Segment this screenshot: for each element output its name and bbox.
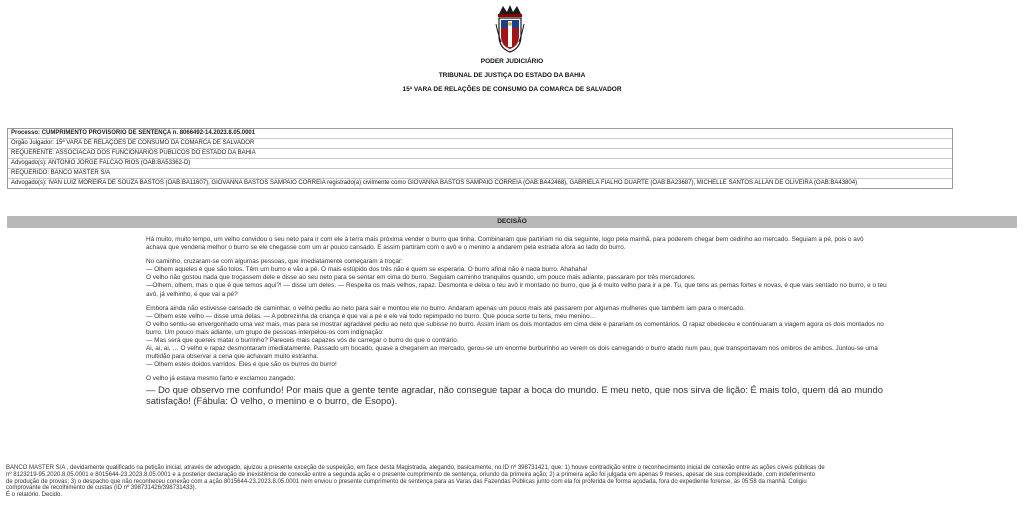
decision-section-title: DECISÃO [7, 216, 1017, 228]
text-line: avô, já velhinho, é que vai a pé? [146, 290, 238, 298]
paragraph-2 [146, 258, 1016, 298]
process-info-box [7, 128, 953, 189]
text-line: multidão para observar a cena que achavam muito estranha. [146, 353, 319, 361]
paragraph-4 [146, 375, 1016, 405]
court-header-line3: 15ª VARA DE RELAÇÕES DE CONSUMO DA COMARCA DE SALVADOR [402, 86, 622, 93]
text-line: burro. Um pouco mais adiante, um grupo de pessoas interpelou-os com indignação: [146, 328, 384, 336]
text-line: O velho sentiu-se envergonhado uma vez mais, mas para se mostrar agradável pediu ao neto que subisse no burro. Assim iriam os dois montados em cima dele e parariam os comentários. O rapaz obedeceu e continuaram a viagem agora os dois montados no [146, 320, 884, 328]
text-line: O velho não gostou nada que troçassem dele e disse ao seu neto para se sentar em cima do burro. Seguiam caminho tranquilos quando, um pouco mais adiante, passaram por três mercadores. [146, 274, 696, 282]
paragraph-3 [146, 305, 1016, 370]
footer-line: nº 8123219-95.2020.8.05.0001 e 8015644-23.2023.8.05.0001 e a posterior declaração de inexistência de conexão entre a segunda ação e o presente cumprimento de sentença, oriundo da primeira ação; 2) a primeira ação foi julgada em apenas 9 meses, apesar de sua complexidade, com indeferimento [6, 471, 816, 478]
text-line: — Olhem aqueles é que são tolos. Têm um burro e vão a pé. O mais estúpido dos três não é quem se esperaria. O burro afinal não é nada burro. Ahahaha! [146, 266, 588, 274]
respondent: REQUERIDO: BANCO MASTER S/A [8, 169, 952, 179]
text-line: — Mas será que quereis matar o burrinho? Pareceis mais capazes vós de carregar o burro do que o contrário. [146, 337, 459, 345]
footer-line: BANCO MASTER S/A , devidamente qualificado na petição inicial, através de advogado, ajuizou a presente exceção de suspeição, em face desta Magistrada, alegando, basicamente, no ID nº 398731421, que: 1) houve contradição entre o reconhecimento inicial de conexão entre as ações cíveis públicas de [6, 465, 825, 471]
report-footer [6, 465, 1018, 499]
footer-line: de produção de provas; 3) o despacho que não reconheceu conexão com a ação 8015644-23.2023.8.05.0001 nem enviou o presente cumprimento de sentença para as Varas das Fazendas Públicas junto com ela foi proferida de forma açodada, fora do expediente forense, às 05:58 da manhã. Coligiu [6, 478, 807, 485]
text-line: Embora ainda não estivesse cansado de caminhar, o velho pediu ao neto para sair e montou ele no burro. Andaram apenas um pouco mais até passarem por algumas mulheres que também iam para o mercado. [146, 304, 745, 312]
bahia-coat-of-arms-icon [495, 4, 525, 54]
text-line: — Olhem este velho — disse uma delas. — A pobrezinha da criança é que vai a pé e ele vai todo repimpado no burro. Que pouca sorte tu tens, meu menino… [146, 312, 597, 320]
applicant: REQUERENTE: ASSOCIACAO DOS FUNCIONARIOS PUBLICOS DO ESTADO DA BAHIA [8, 149, 952, 159]
text-line: Ai, ai, ai, … O velho e rapaz desmontaram imediatamente. Passado um bocado, quase a chegarem ao mercado, gerou-se um enorme burburinho ao verem os dois carregando o burro atado num pau, que transportavam nos ombros de ambos. Juntou-se uma [146, 345, 878, 353]
text-line: achava que venderia melhor o burro se ele chegasse com um ar pouco cansado. E assim partiram com o avô e o menino a andarem pela estrada afora ao lado do burro. [146, 244, 626, 252]
court-header-line1: PODER JUDICIÁRIO [480, 58, 544, 65]
text-line: —Olhem, olhem, mas o que é que temos aqui?! — disse um deles. — Respeita os mais velhos, rapaz. Desmonta e deixa o teu avô ir montado no burro, que já é muito velho para ir a pé. Tu, que tens as pernas fortes e novas, é que vais sentado no burro, e o teu [146, 282, 887, 290]
judging-body: Órgão Julgador: 15ª VARA DE RELAÇÕES DE CONSUMO DA COMARCA DE SALVADOR [8, 139, 952, 149]
court-header-line2: TRIBUNAL DE JUSTIÇA DO ESTADO DA BAHIA [438, 72, 586, 79]
applicant-lawyer: Advogado(s): ANTONIO JORGE FALCAO RIOS (OAB:BA53362-D) [8, 159, 952, 169]
text-line: Há muito, muito tempo, um velho convidou o seu neto para ir com ele à terra mais próxima vender o burro que tinha. Combinaram que partiriam no dia seguinte, logo pela manhã, para poderem chegar bem cedinho ao mercado. Seguiam a pé, pois o avô [146, 236, 864, 243]
paragraph-1 [146, 236, 1016, 252]
footer-line: comprovante de recolhimento de custas (ID nº 398731426/398731433). [6, 485, 197, 492]
footer-line: É o relatório. Decido. [6, 492, 63, 499]
text-line: O velho já estava mesmo farto e exclamou zangado: [146, 375, 296, 383]
decision-body [146, 236, 1016, 412]
quote-line: satisfação! (Fábula: O velho, o menino e o burro, de Esopo). [146, 394, 398, 406]
process-number: Processo: CUMPRIMENTO PROVISÓRIO DE SENTENÇA n. 8066492-14.2023.8.05.0001 [8, 129, 952, 139]
text-line: — Olhem estes doidos varridos. Eles é que são os burros do burro! [146, 361, 337, 369]
text-line: No caminho, cruzaram-se com algumas pessoas, que imediatamente começaram a troçar: [146, 258, 403, 266]
quote-line: — Do que observo me confundo! Por mais que a gente tente agradar, não consegue tapar a boca do mundo. E meu neto, que nos sirva de lição: É mais tolo, quem dá ao mundo [146, 383, 883, 395]
respondent-lawyers: Advogado(s): IVAN LUIZ MOREIRA DE SOUZA BASTOS (OAB:BA11607), GIOVANNA BASTOS SAMPAIO CORREIA registrado(a) civilmente como GIOVANNA BASTOS SAMPAIO CORREIA (OAB:BA42468), GABRIELA FIALHO DUARTE (OAB:BA23687), MICHELLE SANTOS ALLAN DE OLIVEIRA (OAB:BA43804) [11, 180, 858, 186]
